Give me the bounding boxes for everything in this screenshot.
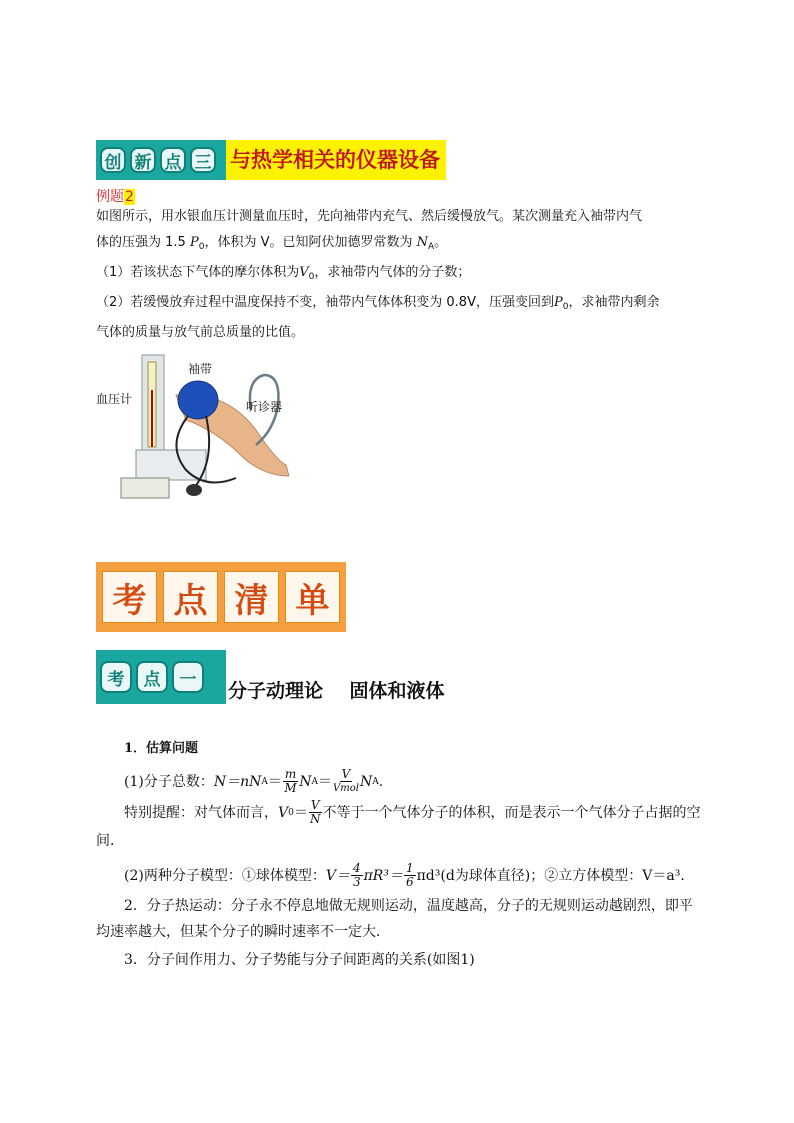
kaodian-badge <box>96 650 226 704</box>
key-points-banner <box>96 562 346 632</box>
banner-char: 清 <box>224 571 279 623</box>
gauge-base-icon <box>136 450 206 480</box>
p0-symbol: P <box>189 235 199 250</box>
text-span: . <box>378 773 384 790</box>
problem-text <box>96 204 706 346</box>
badge-char: 三 <box>190 147 216 173</box>
fraction <box>404 862 416 889</box>
text-span: 特别提醒：对气体而言， <box>124 804 278 821</box>
frac-top: V <box>310 798 320 812</box>
frac-top: 4 <box>352 861 361 875</box>
tip-line <box>96 799 706 826</box>
subscript: A <box>261 776 268 787</box>
cuff-label: 袖带 <box>188 362 213 376</box>
text-span: 不等于一个气体分子的体积，而是表示一个气体分子占据的空 <box>322 804 701 821</box>
subscript: 0 <box>198 242 205 252</box>
badge-char: 考 <box>100 661 132 693</box>
banner-char: 考 <box>102 571 157 623</box>
eq-sign: ＝ <box>267 773 282 790</box>
frac-bottom: 3 <box>352 875 361 889</box>
badge-char: 创 <box>100 147 126 173</box>
eq-sign: ＝ <box>293 804 308 821</box>
problem-line <box>96 230 706 260</box>
frac-top: V <box>341 767 351 781</box>
example-label-text: 例题 <box>96 189 124 205</box>
frac-top: m <box>284 767 297 781</box>
section2-header <box>96 650 444 704</box>
eq-sign: ＝ <box>318 773 333 790</box>
item2-line1: 2．分子热运动：分子永不停息地做无规则运动，温度越高，分子的无规则运动越剧烈，即平 <box>124 898 693 914</box>
fraction <box>309 799 322 826</box>
question-2 <box>96 290 706 320</box>
text-span: 体的压强为 1.5 <box>96 235 186 250</box>
text-span: ，求袖带内气体的分子数； <box>314 265 471 280</box>
innovation-badge <box>96 140 226 180</box>
frac-bottom: N <box>309 812 321 826</box>
math-span: N <box>359 773 373 790</box>
text-span: ，求袖带内剩余 <box>568 295 660 310</box>
gauge-label: 血压计 <box>96 392 133 406</box>
subscript: A <box>372 776 379 787</box>
text-span: （1）若该状态下气体的摩尔体积为 <box>96 265 300 280</box>
item1-2 <box>96 862 706 889</box>
item2-line2: 均速率越大，但某个分子的瞬时速率不一定大． <box>96 924 390 940</box>
math-span: N <box>299 773 312 790</box>
subscript: 0 <box>308 272 315 282</box>
badge-char: 新 <box>130 147 156 173</box>
na-symbol: N <box>416 235 428 250</box>
item1-title: 1．估算问题 <box>124 741 199 756</box>
cuff-icon <box>178 381 218 419</box>
fraction <box>333 768 359 795</box>
section2-title: 分子动理论 固体和液体 <box>228 680 445 702</box>
math-span: V <box>278 804 289 821</box>
example-number: 2 <box>125 189 134 205</box>
badge-char: 点 <box>160 147 186 173</box>
problem-line: 如图所示，用水银血压计测量血压时，先向袖带内充气、然后缓慢放气。某次测量充入袖带内气 <box>96 209 643 224</box>
question-2-cont: 气体的质量与放气前总质量的比值。 <box>96 325 305 340</box>
section-header <box>96 140 446 180</box>
text-span: πd³(d为球体直径)；②立方体模型：V＝a³. <box>416 867 685 884</box>
text-span: (2)两种分子模型：①球体模型： <box>124 867 326 884</box>
frac-top: 1 <box>405 861 414 875</box>
banner-char: 单 <box>285 571 340 623</box>
fraction <box>351 862 363 889</box>
text-span: ，体积为 V。已知阿伏加德罗常数为 <box>204 235 413 250</box>
subscript: A <box>311 776 319 787</box>
content-body <box>96 736 706 973</box>
blood-pressure-figure <box>96 350 306 505</box>
math-span: πR³＝ <box>363 867 403 884</box>
text-span: （2）若缓慢放弃过程中温度保持不变，袖带内气体体积变为 0.8V，压强变回到 <box>96 295 554 310</box>
item1-formula <box>96 768 706 795</box>
subscript: 0 <box>562 302 569 312</box>
frac-bottom: M <box>284 781 297 795</box>
subscript: 0 <box>288 807 294 818</box>
bulb-icon <box>186 484 202 496</box>
fraction <box>283 768 298 795</box>
tip-line-2: 间． <box>96 833 124 849</box>
math-span: V＝ <box>325 867 350 884</box>
item3: 3．分子间作用力、分子势能与分子间距离的关系(如图1) <box>124 952 475 968</box>
math-span: N＝nN <box>213 773 262 790</box>
badge-char: 一 <box>172 661 204 693</box>
banner-char: 点 <box>163 571 218 623</box>
question-1 <box>96 260 706 290</box>
v0-symbol: V <box>299 265 309 280</box>
badge-char: 点 <box>136 661 168 693</box>
section-title: 与热学相关的仪器设备 <box>226 140 446 180</box>
pump-box-icon <box>121 478 169 498</box>
subscript: A <box>427 242 435 252</box>
text-span: 。 <box>434 235 448 250</box>
example-label <box>96 186 135 206</box>
frac-bottom: Vmol <box>333 783 359 794</box>
text-span: (1)分子总数： <box>124 773 214 790</box>
frac-bottom: 6 <box>405 875 414 889</box>
stethoscope-label: 听诊器 <box>246 400 283 414</box>
p0-symbol: P <box>553 295 563 310</box>
